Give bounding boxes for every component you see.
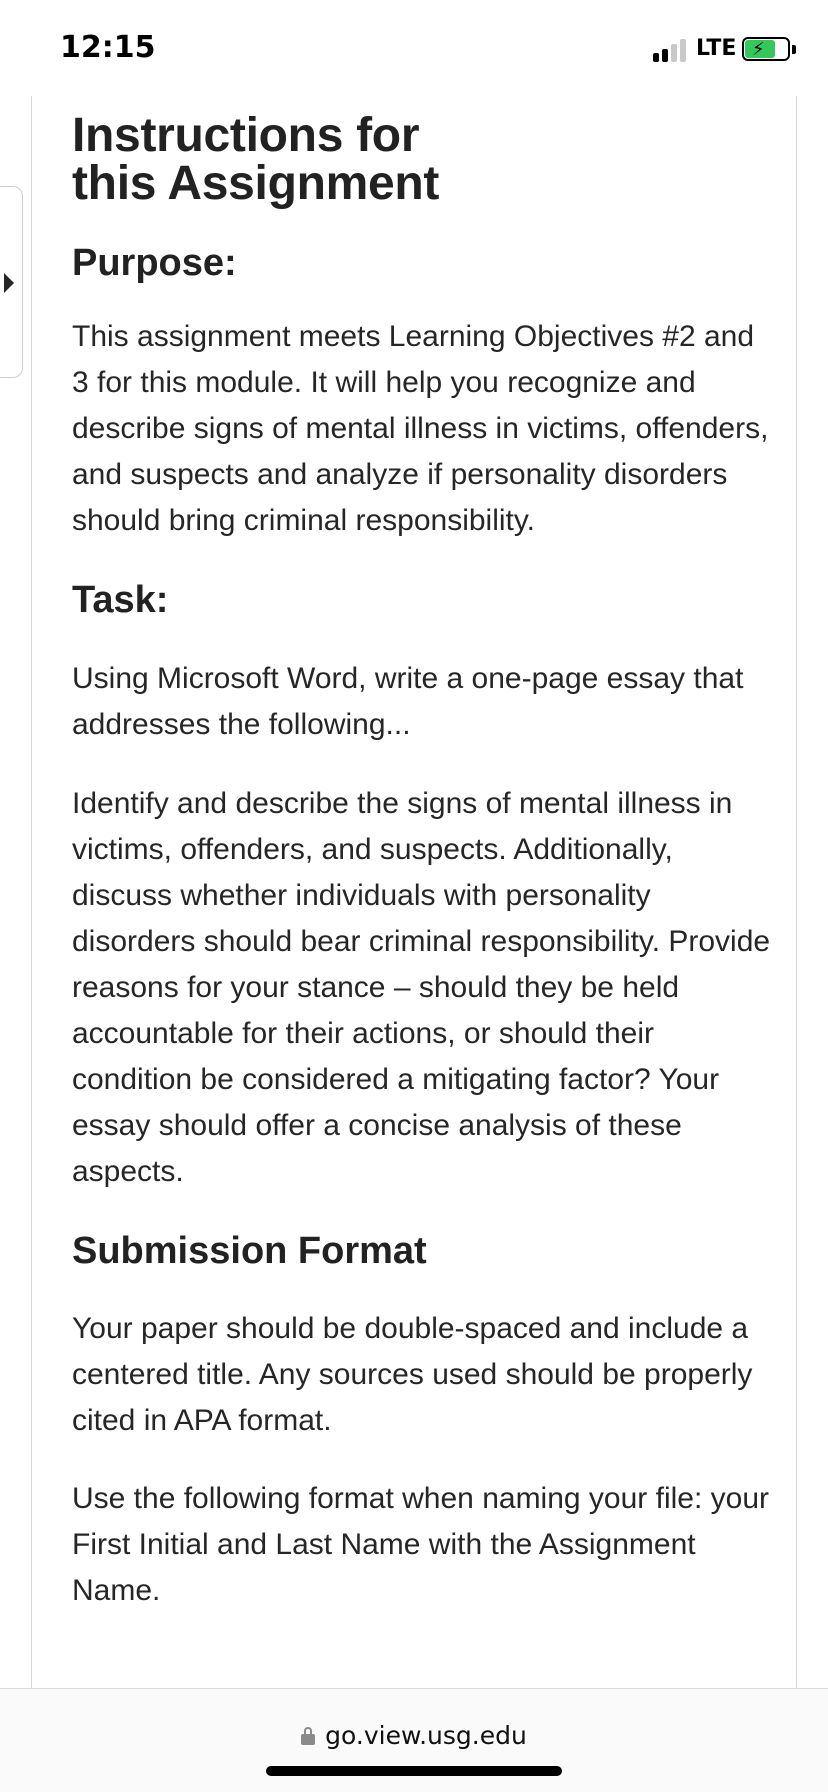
page-title-line-1: Instructions for	[72, 109, 420, 162]
home-indicator[interactable]	[266, 1766, 562, 1776]
address-display[interactable]	[0, 1721, 828, 1750]
assignment-instructions	[72, 109, 772, 1614]
cellular-signal-icon	[653, 38, 689, 62]
purpose-text: This assignment meets Learning Objectives #2 and 3 for this module. It will help you recognize and describe signs of mental illness in victims, offenders, and suspects and analyze if personality disorders should bring criminal responsibility.	[72, 320, 769, 537]
status-time: 12:15	[60, 30, 156, 65]
content-frame-right-border	[796, 96, 797, 1688]
battery-charging-icon: ⚡	[742, 37, 796, 63]
submission-format-heading: Submission Format	[72, 1230, 427, 1272]
triangle-right-icon	[4, 273, 14, 293]
page-title	[72, 109, 772, 210]
browser-address-bar[interactable]	[0, 1688, 828, 1792]
task-details-text: Identify and describe the signs of mental illness in victims, offenders, and suspects. Additionally, discuss whether individuals with personality disorders should bear criminal responsibility. Provide reasons for your stance – should they be held accountable for their actions, or should their condition be considered a mitigating factor? Your essay should offer a concise analysis of these aspects.	[72, 787, 771, 1188]
content-frame-left-border	[31, 96, 32, 1688]
status-bar	[0, 0, 828, 96]
file-naming-text: Use the following format when naming your file: your First Initial and Last Name with the Assignment Name.	[72, 1482, 770, 1607]
lock-icon	[301, 1727, 315, 1745]
page-title-line-2: this Assignment	[72, 157, 440, 210]
task-heading: Task:	[72, 579, 169, 621]
url-text: go.view.usg.edu	[325, 1721, 527, 1750]
submission-format-text: Your paper should be double-spaced and include a centered title. Any sources used should be properly cited in APA format.	[72, 1312, 753, 1437]
purpose-heading: Purpose:	[72, 242, 237, 284]
task-text: Using Microsoft Word, write a one-page essay that addresses the following...	[72, 662, 744, 741]
network-type: LTE	[696, 36, 737, 61]
side-panel-toggle[interactable]	[0, 186, 23, 378]
